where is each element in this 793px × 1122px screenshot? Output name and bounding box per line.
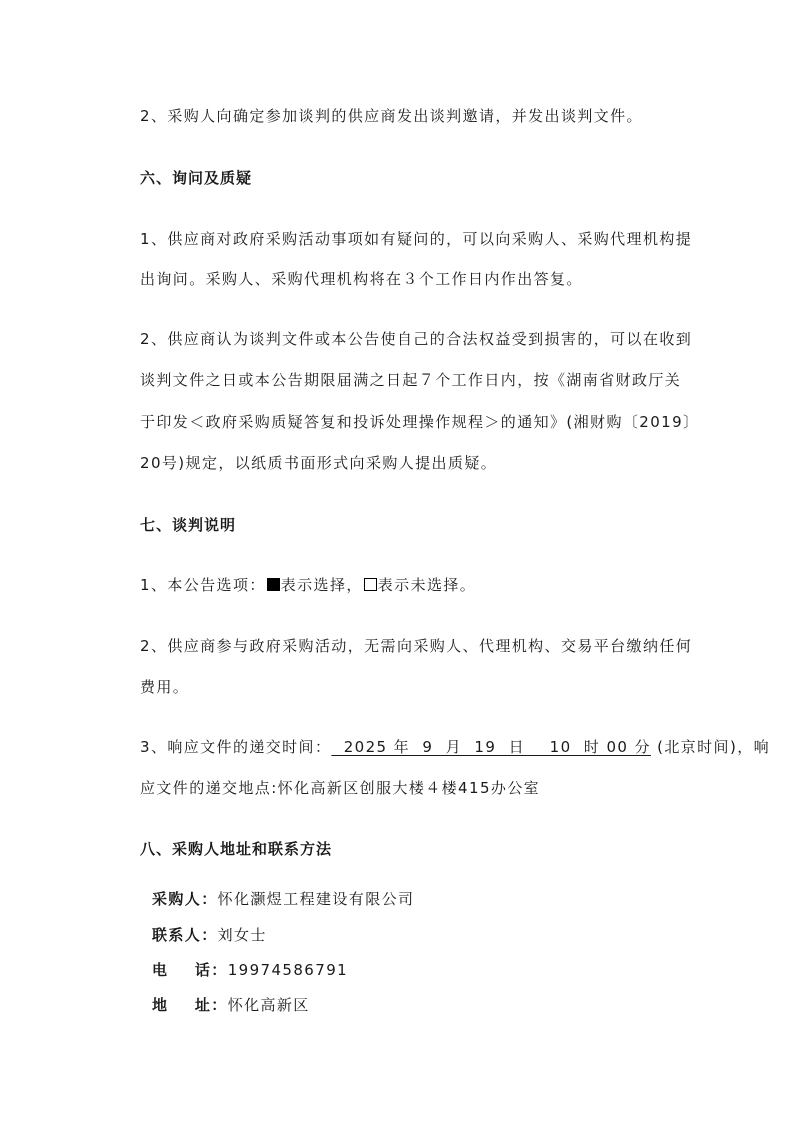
person-value: 刘女士 (217, 926, 267, 944)
section7-paragraph2-line1: 2、供应商参与政府采购活动，无需向采购人、代理机构、交易平台缴纳任何 (140, 637, 693, 655)
section8-heading: 八、采购人地址和联系方法 (140, 840, 333, 858)
person-label: 联系人： (152, 926, 218, 944)
section6-paragraph1-line1: 1、供应商对政府采购活动事项如有疑问的，可以向采购人、采购代理机构提 (140, 230, 693, 248)
section6-heading: 六、询问及质疑 (140, 169, 253, 187)
section6-paragraph1-line2: 出询问。采购人、采购代理机构将在３个工作日内作出答复。 (140, 270, 583, 288)
filled-checkbox-icon (267, 578, 280, 591)
purchaser-label: 采购人： (152, 890, 218, 908)
empty-checkbox-icon (364, 578, 377, 591)
section7-paragraph3-line2: 应文件的递交地点:怀化高新区创服大楼４楼415办公室 (140, 779, 541, 797)
section7-heading: 七、谈判说明 (140, 516, 237, 534)
address-label: 地 址： (152, 996, 228, 1014)
empty-meaning-text: 表示未选择。 (377, 576, 477, 594)
contact-address (152, 995, 310, 1015)
purchaser-value: 怀化灏煜工程建设有限公司 (217, 890, 415, 908)
section5-paragraph2: 2、采购人向确定参加谈判的供应商发出谈判邀请，并发出谈判文件。 (140, 107, 643, 125)
section7-paragraph2-line2: 费用。 (140, 678, 190, 696)
submission-time-prefix: 3、响应文件的递交时间： (140, 738, 332, 756)
section6-paragraph2-line2: 谈判文件之日或本公告期限届满之日起７个工作日内，按《湖南省财政厅关 (140, 371, 682, 389)
submission-time-value: 2025 年 9 月 19 日 10 时 00 分 (331, 738, 651, 756)
phone-value: 19974586791 (227, 961, 349, 979)
options-prefix: 1、本公告选项： (140, 576, 266, 594)
section6-paragraph2-line4: 20号)规定，以纸质书面形式向采购人提出质疑。 (140, 454, 498, 472)
contact-purchaser (152, 889, 414, 909)
contact-person (152, 925, 267, 945)
submission-time-suffix: (北京时间)，响 (650, 738, 771, 756)
section6-paragraph2-line1: 2、供应商认为谈判文件或本公告使自己的合法权益受到损害的，可以在收到 (140, 330, 693, 348)
address-value: 怀化高新区 (227, 996, 310, 1014)
section6-paragraph2-line3: 于印发＜政府采购质疑答复和投诉处理操作规程＞的通知》(湘财购〔2019〕 (140, 413, 700, 431)
phone-label: 电 话： (152, 961, 228, 979)
section7-paragraph1 (140, 575, 680, 595)
section7-paragraph3-line1 (140, 737, 771, 757)
contact-phone (152, 960, 348, 980)
filled-meaning-text: 表示选择， (280, 576, 363, 594)
